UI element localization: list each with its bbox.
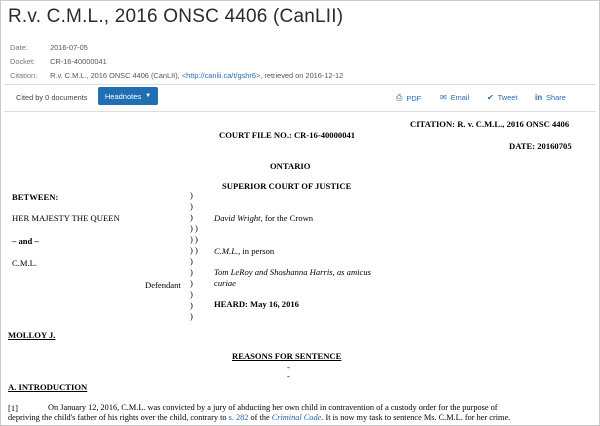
twitter-icon: ✔ — [487, 93, 494, 102]
criminal-code-link[interactable]: Criminal Code — [271, 413, 322, 422]
paragraph-line-1: On January 12, 2016, C.M.L. was convicted by a jury of abducting her own child in contravention of a custody order for the purpose of — [48, 403, 498, 412]
email-label: Email — [450, 93, 470, 102]
meta-docket — [10, 57, 107, 66]
headnotes-label: Headnotes — [104, 91, 142, 101]
judge-name: MOLLOY J. — [8, 330, 56, 340]
tweet-button[interactable] — [487, 93, 517, 102]
crown-counsel-role: , for the Crown — [260, 213, 314, 223]
page-title: R.v. C.M.L., 2016 ONSC 4406 (CanLII) — [8, 6, 344, 27]
accused-counsel-name: C.M.L. — [214, 246, 239, 256]
date-heading: DATE: 20160705 — [509, 141, 572, 151]
meta-date — [10, 43, 88, 52]
heard-date: HEARD: May 16, 2016 — [214, 299, 299, 309]
court-heading: SUPERIOR COURT OF JUSTICE — [222, 181, 352, 191]
paragraph-line-2 — [8, 413, 510, 422]
citation-prefix: R.v. C.M.L., 2016 ONSC 4406 (CanLII), — [50, 71, 180, 80]
tweet-label: Tweet — [497, 93, 518, 102]
paragraph-text-a: depriving the child's father of his rights over the child, contrary to — [8, 413, 229, 422]
cited-by-link[interactable]: Cited by 0 documents — [16, 93, 88, 102]
email-button[interactable] — [440, 93, 469, 102]
accused-party: C.M.L. — [12, 258, 38, 268]
divider-bottom — [4, 111, 596, 112]
pdf-button[interactable] — [396, 93, 421, 103]
citation-heading: CITATION: R. v. C.M.L., 2016 ONSC 4406 — [410, 119, 570, 129]
crown-party: HER MAJESTY THE QUEEN — [12, 213, 120, 223]
linkedin-icon: in — [535, 93, 543, 102]
jurisdiction-heading: ONTARIO — [270, 161, 311, 171]
docket-label: Docket: — [10, 57, 36, 66]
and-separator: – and – — [12, 236, 39, 246]
date-value: 2016-07-05 — [50, 43, 88, 52]
amicus-line-2: curiae — [214, 278, 236, 288]
share-button[interactable] — [535, 93, 566, 102]
amicus-line-1: Tom LeRoy and Shoshanna Harris, as amicus — [214, 267, 372, 277]
defendant-label: Defendant — [145, 280, 181, 290]
meta-citation — [10, 71, 343, 80]
date-label: Date: — [10, 43, 28, 52]
court-file-number: COURT FILE NO.: CR-16-40000041 — [219, 130, 356, 140]
docket-value: CR-16-40000041 — [50, 57, 107, 66]
crown-counsel — [214, 213, 313, 223]
between-label: BETWEEN: — [12, 192, 59, 202]
email-icon: ✉ — [440, 93, 447, 102]
section-introduction-heading: A. INTRODUCTION — [8, 382, 88, 392]
print-icon: ⎙ — [396, 93, 403, 102]
divider-top — [4, 84, 596, 85]
citation-link[interactable]: <http://canlii.ca/t/gshr6> — [181, 71, 261, 80]
paragraph-number: [1] — [8, 403, 19, 413]
crown-counsel-name: David Wright — [214, 213, 261, 223]
section-282-link[interactable]: s. 282 — [228, 413, 249, 422]
headnotes-button[interactable] — [98, 87, 158, 105]
citation-suffix: , retrieved on 2016-12-12 — [260, 71, 344, 80]
accused-counsel-role: , in person — [238, 246, 275, 256]
share-label: Share — [546, 93, 566, 102]
citation-label: Citation: — [10, 71, 38, 80]
dash-2: - — [287, 371, 290, 381]
bracket-column: ) ) ) ) ) ) ) ) ) ) ) ) ) ) ) — [190, 190, 198, 321]
accused-counsel — [214, 246, 274, 256]
paragraph-text-c: . It is now my task to sentence Ms. C.M.L. for her crime. — [321, 413, 511, 422]
reasons-heading: REASONS FOR SENTENCE — [232, 351, 342, 361]
chevron-down-icon: ▼ — [145, 93, 152, 99]
dash-1: - — [287, 362, 290, 372]
pdf-label: PDF — [406, 93, 422, 103]
paragraph-text-b: of the — [248, 413, 272, 422]
